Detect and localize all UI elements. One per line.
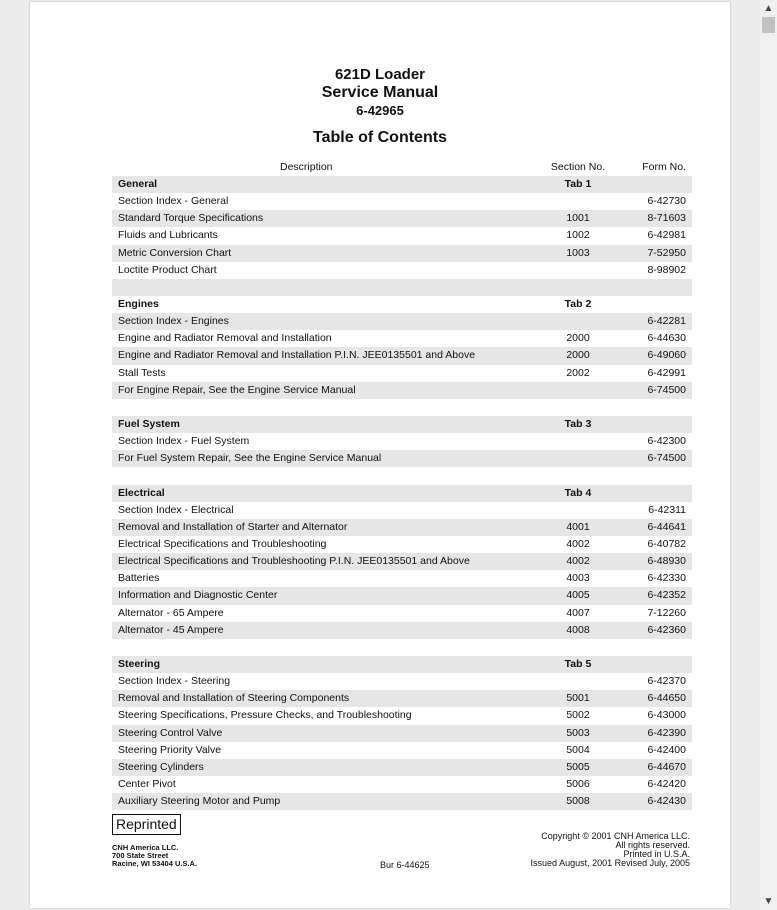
bur-number: Bur 6-44625 xyxy=(380,860,430,870)
row-description: Auxiliary Steering Motor and Pump xyxy=(118,795,281,808)
toc-group-row xyxy=(112,176,692,193)
scroll-down-icon[interactable]: ▼ xyxy=(763,896,774,907)
row-description: Stall Tests xyxy=(118,366,166,379)
row-section: 5002 xyxy=(566,709,590,722)
row-form: 6-49060 xyxy=(647,349,686,362)
row-description: Engines xyxy=(118,297,159,310)
row-form: 7-52950 xyxy=(647,246,686,259)
toc-row xyxy=(112,553,692,570)
issued-line: Issued August, 2001 Revised July, 2005 xyxy=(530,858,690,868)
row-form: 6-42311 xyxy=(648,503,686,516)
scroll-up-icon[interactable]: ▲ xyxy=(763,3,774,14)
row-description: Section Index - Engines xyxy=(118,315,229,328)
row-description: Section Index - Fuel System xyxy=(118,435,250,448)
row-description: Removal and Installation of Starter and Alternator xyxy=(118,520,348,533)
printed-line: Printed in U.S.A. xyxy=(623,849,690,859)
toc-row xyxy=(112,227,692,244)
row-form: 6-74500 xyxy=(647,452,686,465)
row-form: 6-42330 xyxy=(647,572,686,585)
toc-row xyxy=(112,262,692,279)
row-description: Section Index - Electrical xyxy=(118,503,234,516)
row-description: Information and Diagnostic Center xyxy=(118,589,278,602)
toc-row xyxy=(112,690,692,707)
document-page xyxy=(30,2,730,908)
row-form: 6-48930 xyxy=(647,555,686,568)
toc-group-row xyxy=(112,656,692,673)
row-section: 4008 xyxy=(566,623,590,636)
toc-row xyxy=(112,725,692,742)
row-description: Steering Specifications, Pressure Checks, and Troubleshooting xyxy=(118,709,412,722)
row-section: 1003 xyxy=(566,246,590,259)
row-form: 6-42991 xyxy=(647,366,686,379)
row-section: 5001 xyxy=(566,692,590,705)
row-form: 6-42420 xyxy=(647,777,686,790)
toc-row xyxy=(112,519,692,536)
row-form: 6-42430 xyxy=(647,795,686,808)
rights-line: All rights reserved. xyxy=(615,840,690,850)
toc-row xyxy=(112,605,692,622)
row-section: Tab 2 xyxy=(564,297,592,310)
reprinted-stamp: Reprinted xyxy=(112,814,181,835)
row-section: 4007 xyxy=(566,606,590,619)
toc-row xyxy=(112,570,692,587)
row-form: 6-42730 xyxy=(647,195,686,208)
row-description: Fluids and Lubricants xyxy=(118,229,218,242)
header-description: Description xyxy=(280,161,333,173)
row-section: Tab 4 xyxy=(564,486,592,499)
row-form: 6-44670 xyxy=(647,760,686,773)
row-description: Electrical Specifications and Troubleshooting xyxy=(118,537,327,550)
row-section: 4003 xyxy=(566,572,590,585)
page-title: 621D Loader xyxy=(334,66,426,83)
row-form: 6-40782 xyxy=(647,537,686,550)
header-form: Form No. xyxy=(642,161,686,173)
row-form: 6-42300 xyxy=(647,435,686,448)
toc-row xyxy=(112,587,692,604)
row-form: 6-43000 xyxy=(647,709,686,722)
toc-row xyxy=(112,793,692,810)
toc-row xyxy=(112,313,692,330)
row-description: Electrical xyxy=(118,486,165,499)
vertical-scrollbar[interactable] xyxy=(760,0,777,910)
row-form: 6-42390 xyxy=(647,726,686,739)
company-name: CNH America LLC. xyxy=(112,843,179,852)
row-section: 2000 xyxy=(566,332,590,345)
company-street: 700 State Street xyxy=(112,851,169,860)
company-city: Racine, WI 53404 U.S.A. xyxy=(112,859,198,868)
toc-row xyxy=(112,365,692,382)
row-description: Fuel System xyxy=(118,417,180,430)
row-form: 6-42981 xyxy=(647,229,686,242)
company-address xyxy=(112,844,197,868)
row-form: 6-42352 xyxy=(647,589,686,602)
toc-group-row xyxy=(112,416,692,433)
row-description: Alternator - 65 Ampere xyxy=(118,606,224,619)
row-description: Engine and Radiator Removal and Installation P.I.N. JEE0135501 and Above xyxy=(118,349,476,362)
toc-group-row xyxy=(112,485,692,502)
row-description: Steering Cylinders xyxy=(118,760,204,773)
row-description: Steering Priority Valve xyxy=(118,743,222,756)
row-form: 8-71603 xyxy=(647,212,686,225)
toc-row xyxy=(112,536,692,553)
row-description: Center Pivot xyxy=(118,777,176,790)
row-description: Section Index - General xyxy=(118,195,229,208)
row-description: For Fuel System Repair, See the Engine Service Manual xyxy=(118,452,382,465)
toc-row xyxy=(112,347,692,364)
row-section: 4002 xyxy=(566,537,590,550)
row-form: 6-42400 xyxy=(647,743,686,756)
toc-row xyxy=(112,707,692,724)
row-section: 2002 xyxy=(566,366,590,379)
toc-row xyxy=(112,330,692,347)
row-section: 5006 xyxy=(566,777,590,790)
row-form: 7-12260 xyxy=(647,606,686,619)
toc-row xyxy=(112,776,692,793)
toc-row xyxy=(112,502,692,519)
copyright-block xyxy=(531,832,690,868)
row-section: 4001 xyxy=(566,520,590,533)
row-description: Steering Control Valve xyxy=(118,726,223,739)
row-section: Tab 1 xyxy=(564,178,592,190)
manual-number: 6-42965 xyxy=(356,103,404,118)
toc-title: Table of Contents xyxy=(313,129,447,146)
toc-group-row xyxy=(112,296,692,313)
toc-row xyxy=(112,210,692,227)
row-form: 6-42370 xyxy=(647,675,686,688)
row-form: 8-98902 xyxy=(647,263,686,276)
toc-row xyxy=(112,193,692,210)
title-block xyxy=(30,66,730,119)
row-description: Steering xyxy=(118,657,161,670)
row-description: Removal and Installation of Steering Components xyxy=(118,692,350,705)
row-form: 6-74500 xyxy=(647,383,686,396)
toc-rows xyxy=(112,176,692,810)
row-description: Engine and Radiator Removal and Installation xyxy=(118,332,332,345)
row-form: 6-42281 xyxy=(647,315,686,328)
row-description: For Engine Repair, See the Engine Service Manual xyxy=(118,383,356,396)
toc-row xyxy=(112,279,692,296)
scroll-thumb[interactable] xyxy=(762,17,775,33)
toc-row xyxy=(112,759,692,776)
toc-row xyxy=(112,622,692,639)
toc-row xyxy=(112,450,692,467)
row-section: Tab 5 xyxy=(564,657,592,670)
header-section: Section No. xyxy=(550,161,606,173)
row-description: Batteries xyxy=(118,572,160,585)
row-section: 5004 xyxy=(566,743,590,756)
row-description: Section Index - Steering xyxy=(118,675,231,688)
toc-row xyxy=(112,467,692,484)
row-section: 2000 xyxy=(566,349,590,362)
row-description: Metric Conversion Chart xyxy=(118,246,232,259)
copyright-line: Copyright © 2001 CNH America LLC. xyxy=(541,831,690,841)
toc-row xyxy=(112,742,692,759)
row-section: 1001 xyxy=(566,212,590,225)
toc-header-row xyxy=(112,158,692,176)
row-section: Tab 3 xyxy=(564,417,592,430)
toc-row xyxy=(112,245,692,262)
toc-row xyxy=(112,399,692,416)
row-section: 5008 xyxy=(566,795,590,808)
row-section: 5003 xyxy=(566,726,590,739)
page-subtitle: Service Manual xyxy=(321,84,439,101)
toc-row xyxy=(112,639,692,656)
row-description: Electrical Specifications and Troubleshooting P.I.N. JEE0135501 and Above xyxy=(118,555,470,568)
row-description: Alternator - 45 Ampere xyxy=(118,623,224,636)
row-form: 6-44650 xyxy=(647,692,686,705)
row-form: 6-44641 xyxy=(647,520,686,533)
row-form: 6-42360 xyxy=(647,623,686,636)
row-section: 4005 xyxy=(566,589,590,602)
row-section: 1002 xyxy=(566,229,590,242)
toc-row xyxy=(112,382,692,399)
row-description: Loctite Product Chart xyxy=(118,263,217,276)
toc-table xyxy=(112,158,692,810)
toc-row xyxy=(112,433,692,450)
row-section: 4002 xyxy=(566,555,590,568)
row-description: Standard Torque Specifications xyxy=(118,212,264,225)
row-section: 5005 xyxy=(566,760,590,773)
toc-row xyxy=(112,673,692,690)
row-form: 6-44630 xyxy=(647,332,686,345)
row-description: General xyxy=(118,178,158,190)
